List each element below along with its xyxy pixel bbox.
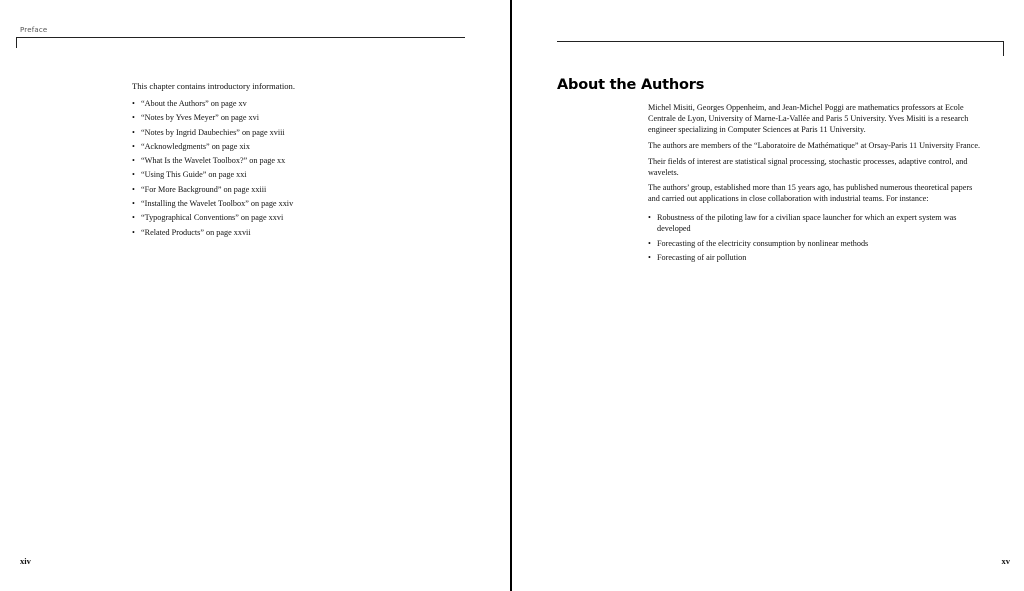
paragraph: The authors are members of the “Laboratoire de Mathématique” at Orsay-Paris 11 University France. [648,140,981,150]
examples-list [648,213,986,264]
left-page [0,0,510,591]
bullet: • [132,184,135,194]
running-head: Preface [20,26,48,34]
toc-link-installing[interactable]: “Installing the Wavelet Toolbox” on page xxiv [141,199,294,209]
bullet: • [648,252,651,262]
paragraph: The authors’ group, established more than 15 years ago, has published numerous theoretical papers and carried out applications in close collaboration with industrial teams. For instance: [648,183,973,204]
bullet: • [132,127,135,137]
list-item[interactable] [132,168,293,182]
list-item[interactable] [132,111,293,125]
paragraph: Their fields of interest are statistical signal processing, stochastic processes, adaptive control, and wavelets. [648,156,968,177]
list-item-text: Forecasting of air pollution [657,252,747,262]
header-rule [557,41,1004,42]
list-item[interactable] [132,97,293,111]
list-item-text: Robustness of the piloting law for a civilian space launcher for which an expert system was developed [657,213,957,234]
chapter-intro: This chapter contains introductory information. [132,81,296,91]
section-title: About the Authors [557,77,705,93]
list-item[interactable] [132,226,293,240]
bullet: • [648,238,651,248]
right-page [512,0,1024,591]
list-item [648,213,986,235]
list-item [648,253,986,264]
toc-link-using-guide[interactable]: “Using This Guide” on page xxi [141,170,247,180]
bullet: • [132,199,135,209]
toc-link-notes-meyer[interactable]: “Notes by Yves Meyer” on page xvi [141,113,260,123]
header-rule [16,37,465,38]
toc-link-related-products[interactable]: “Related Products” on page xxvii [141,227,251,237]
bullet: • [132,99,135,108]
page-number: xiv [20,556,31,566]
toc-link-acknowledgments[interactable]: “Acknowledgments” on page xix [141,141,250,151]
header-rule-tick [16,37,17,48]
list-item [648,239,986,250]
page-number: xv [1001,556,1010,566]
list-item[interactable] [132,140,293,154]
bullet: • [648,213,651,223]
list-item[interactable] [132,183,293,197]
list-item[interactable] [132,211,293,225]
header-rule-tick [1003,41,1004,56]
section-body [648,103,986,267]
list-item[interactable] [132,126,293,140]
bullet: • [132,113,135,123]
list-item[interactable] [132,154,293,168]
paragraph: Michel Misiti, Georges Oppenheim, and Jean-Michel Poggi are mathematics professors at Ecole Centrale de Lyon, University of Marne-La-Vallée and Paris 5 University. Yves Misiti is a research engineer specializing in Computer Sciences at Paris 11 University. [648,103,969,134]
bullet: • [132,141,135,151]
toc-link-more-background[interactable]: “For More Background” on page xxiii [141,184,267,194]
toc-link-notes-daubechies[interactable]: “Notes by Ingrid Daubechies” on page xviii [141,127,285,137]
toc-link-typographical[interactable]: “Typographical Conventions” on page xxvi [141,213,284,223]
toc-link-what-is[interactable]: “What Is the Wavelet Toolbox?” on page xx [141,156,286,166]
toc-link-about-authors[interactable]: “About the Authors” on page xv [141,99,247,108]
list-item[interactable] [132,197,293,211]
bullet: • [132,156,135,166]
chapter-contents-list [132,97,293,240]
bullet: • [132,227,135,237]
bullet: • [132,213,135,223]
bullet: • [132,170,135,180]
list-item-text: Forecasting of the electricity consumption by nonlinear methods [657,238,869,248]
